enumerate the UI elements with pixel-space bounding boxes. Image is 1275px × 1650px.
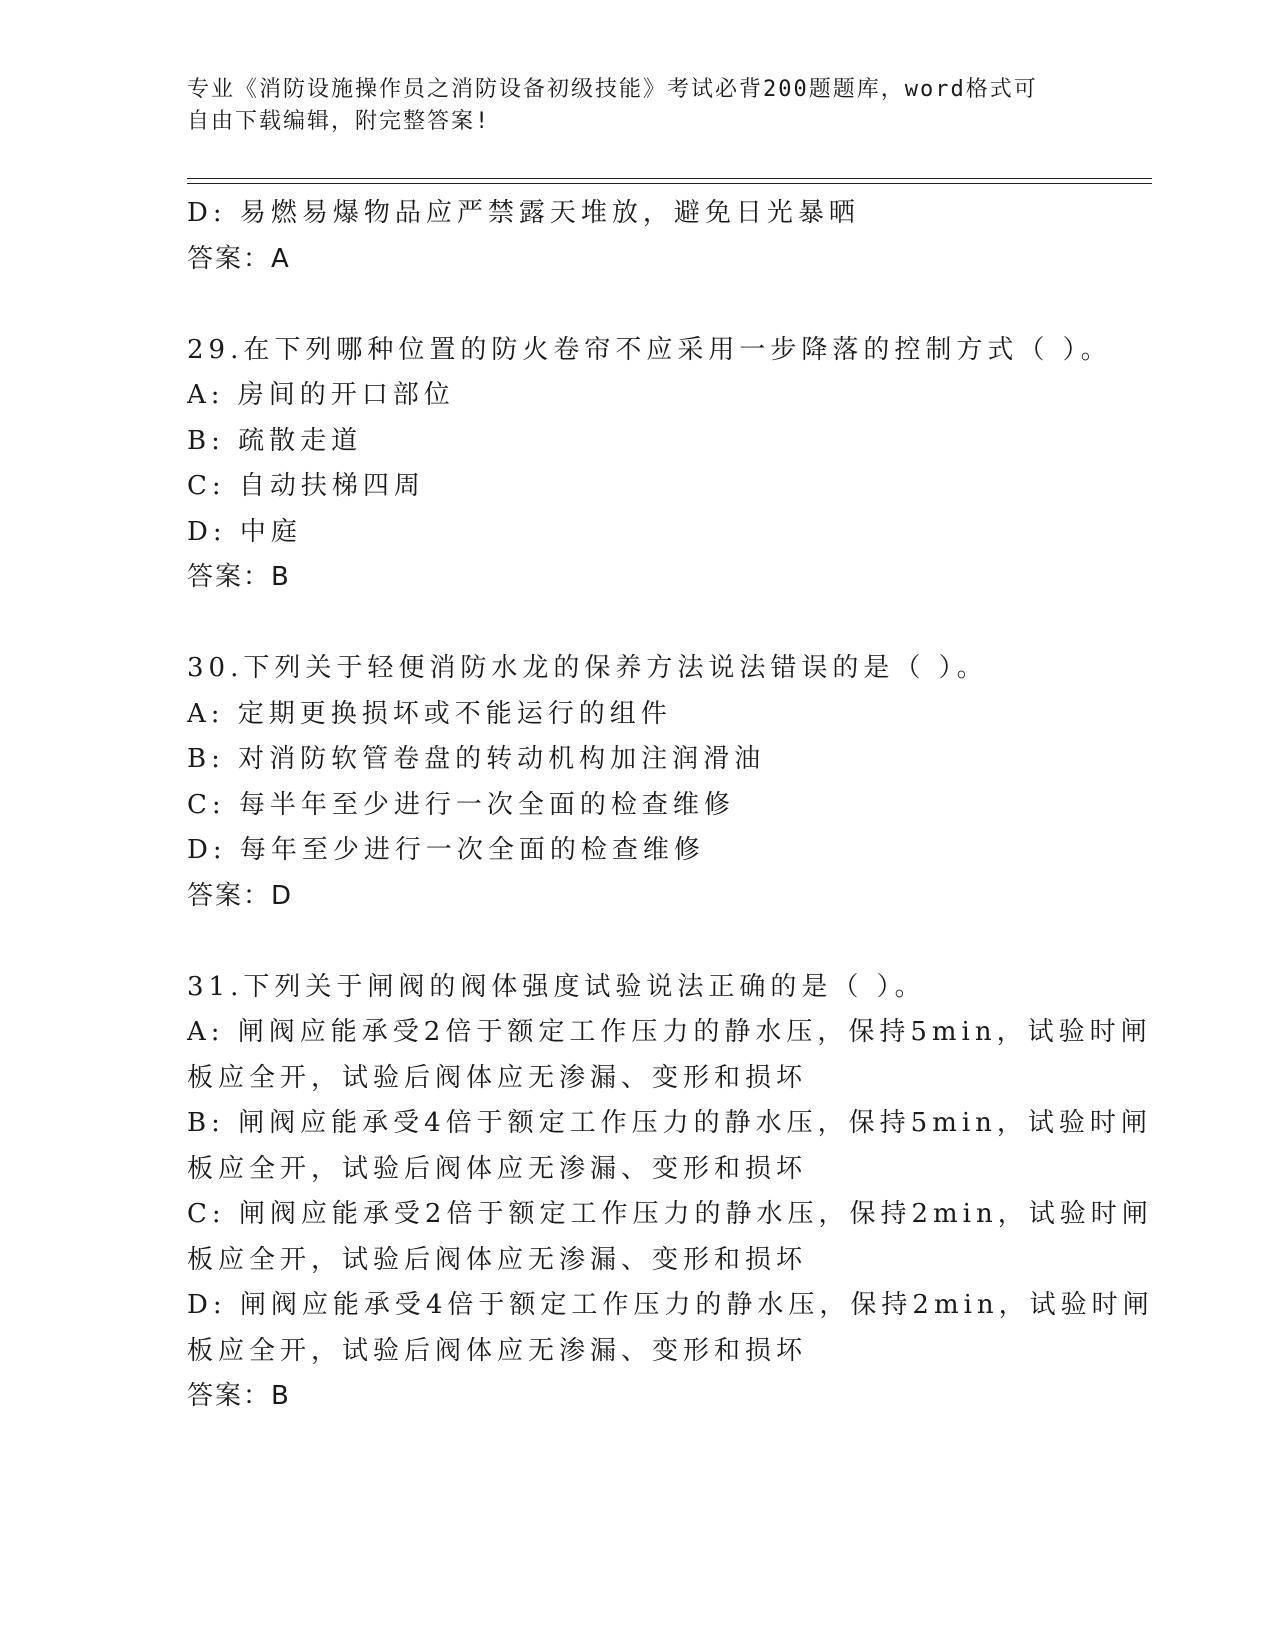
option-b-line-2: 板应全开，试验后阀体应无渗漏、变形和损坏 bbox=[187, 1153, 808, 1184]
answer-line: 答案：A bbox=[187, 243, 291, 274]
option-d-line-1: D: 闸阀应能承受4倍于额定工作压力的静水压，保持2min，试验时闸 bbox=[187, 1290, 1154, 1320]
option-c-line-2: 板应全开，试验后阀体应无渗漏、变形和损坏 bbox=[187, 1244, 808, 1275]
option-c: C: 自动扶梯四周 bbox=[187, 471, 425, 501]
question-list bbox=[187, 191, 1154, 1420]
answer-line: 答案：D bbox=[187, 880, 294, 911]
option-d-line-2: 板应全开，试验后阀体应无渗漏、变形和损坏 bbox=[187, 1335, 808, 1366]
answer-line: 答案：B bbox=[187, 1381, 291, 1411]
option-a-line-2: 板应全开，试验后阀体应无渗漏、变形和损坏 bbox=[187, 1062, 808, 1093]
spacer bbox=[187, 601, 1087, 647]
option-c-line-1: C: 闸阀应能承受2倍于额定工作压力的静水压，保持2min，试验时闸 bbox=[187, 1199, 1153, 1229]
question-stem: 29.在下列哪种位置的防火卷帘不应采用一步降落的控制方式（ ）。 bbox=[187, 334, 1112, 365]
option-d: D: 中庭 bbox=[187, 516, 302, 547]
answer-line: 答案：B bbox=[187, 562, 291, 592]
header-divider-bottom bbox=[187, 183, 1152, 184]
question-31 bbox=[187, 965, 1154, 1420]
question-29 bbox=[187, 328, 1112, 601]
header-line-1: 专业《消防设施操作员之消防设备初级技能》考试必背200题题库，word格式可 bbox=[187, 77, 1038, 102]
option-a: A: 房间的开口部位 bbox=[187, 380, 455, 410]
spacer bbox=[187, 919, 1087, 965]
question-28-tail bbox=[187, 191, 1087, 282]
question-stem: 31.下列关于闸阀的阀体强度试验说法正确的是（ ）。 bbox=[187, 971, 926, 1002]
option-b: B: 对消防软管卷盘的转动机构加注润滑油 bbox=[187, 744, 766, 774]
question-30 bbox=[187, 646, 1087, 919]
option-a-line-1: A: 闸阀应能承受2倍于额定工作压力的静水压，保持5min，试验时闸 bbox=[187, 1017, 1152, 1047]
spacer bbox=[187, 282, 1087, 328]
option-a: A: 定期更换损坏或不能运行的组件 bbox=[187, 698, 672, 729]
option-c: C: 每半年至少进行一次全面的检查维修 bbox=[187, 789, 735, 820]
option-d: D: 易燃易爆物品应严禁露天堆放，避免日光暴晒 bbox=[187, 198, 860, 228]
option-b-line-1: B: 闸阀应能承受4倍于额定工作压力的静水压，保持5min，试验时闸 bbox=[187, 1108, 1152, 1138]
header-divider-top bbox=[187, 178, 1152, 179]
document-header bbox=[187, 74, 1067, 138]
question-stem: 30.下列关于轻便消防水龙的保养方法说法错误的是（ ）。 bbox=[187, 653, 988, 683]
option-d: D: 每年至少进行一次全面的检查维修 bbox=[187, 835, 705, 865]
header-line-2: 自由下载编辑，附完整答案! bbox=[187, 109, 491, 134]
option-b: B: 疏散走道 bbox=[187, 425, 363, 456]
